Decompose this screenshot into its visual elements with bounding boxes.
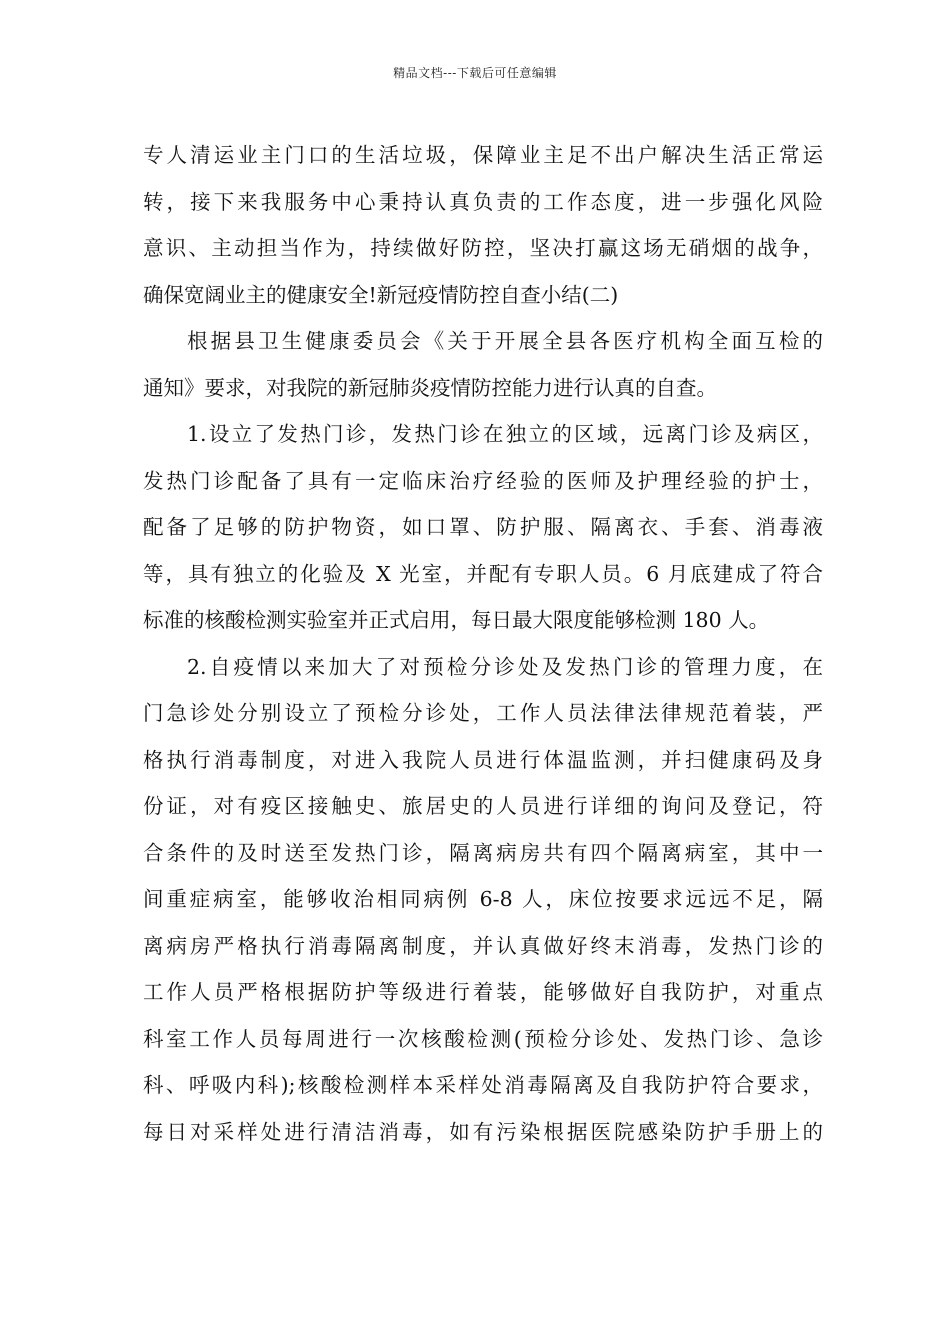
text-line: 科、呼吸内科);核酸检测样本采样处消毒隔离及自我防护符合要求， [143,1073,823,1097]
text-line: 工作人员严格根据防护等级进行着装，能够做好自我防护，对重点 [143,980,823,1004]
text-line: 合条件的及时送至发热门诊，隔离病房共有四个隔离病室，其中一 [143,840,823,865]
text-line: 根据县卫生健康委员会《关于开展全县各医疗机构全面互检的 [187,329,823,353]
text-line: 发热门诊配备了具有一定临床治疗经验的医师及护理经验的护士， [143,468,823,493]
text-line: 份证，对有疫区接触史、旅居史的人员进行详细的询问及登记，符 [143,794,823,818]
text-line: 专人清运业主门口的生活垃圾，保障业主足不出户解决生活正常运 [143,143,823,167]
page-header: 精品文档---下载后可任意编辑 [393,66,557,80]
text-line: 每日对采样处进行清洁消毒，如有污染根据医院感染防护手册上的 [143,1119,823,1144]
text-line: 门急诊处分别设立了预检分诊处，工作人员法律法律规范着装，严 [143,701,823,725]
text-line: 标准的核酸检测实验室并正式启用，每日最大限度能够检测 180 人。 [143,608,770,632]
text-line: 等，具有独立的化验及 X 光室，并配有专职人员。6 月底建成了符合 [143,561,823,586]
text-line: 配备了足够的防护物资，如口罩、防护服、隔离衣、手套、消毒液 [143,515,823,539]
text-line: 科室工作人员每周进行一次核酸检测(预检分诊处、发热门诊、急诊 [143,1026,823,1051]
text-line: 通知》要求，对我院的新冠肺炎疫情防控能力进行认真的自查。 [143,375,717,400]
text-line: 转，接下来我服务中心秉持认真负责的工作态度，进一步强化风险 [143,189,823,214]
text-line: 格执行消毒制度，对进入我院人员进行体温监测，并扫健康码及身 [143,747,823,772]
text-line: 离病房严格执行消毒隔离制度，并认真做好终末消毒，发热门诊的 [143,933,823,958]
text-line: 2.自疫情以来加大了对预检分诊处及发热门诊的管理力度，在 [187,654,823,679]
text-line: 1.设立了发热门诊，发热门诊在独立的区域，远离门诊及病区， [187,422,823,446]
text-line: 意识、主动担当作为，持续做好防控，坚决打赢这场无硝烟的战争， [143,236,823,260]
document-body [143,132,823,1155]
text-line: 确保宽阔业主的健康安全!新冠疫情防控自查小结(二) [143,282,619,307]
text-line: 间重症病室，能够收治相同病例 6-8 人，床位按要求远远不足，隔 [143,887,823,911]
